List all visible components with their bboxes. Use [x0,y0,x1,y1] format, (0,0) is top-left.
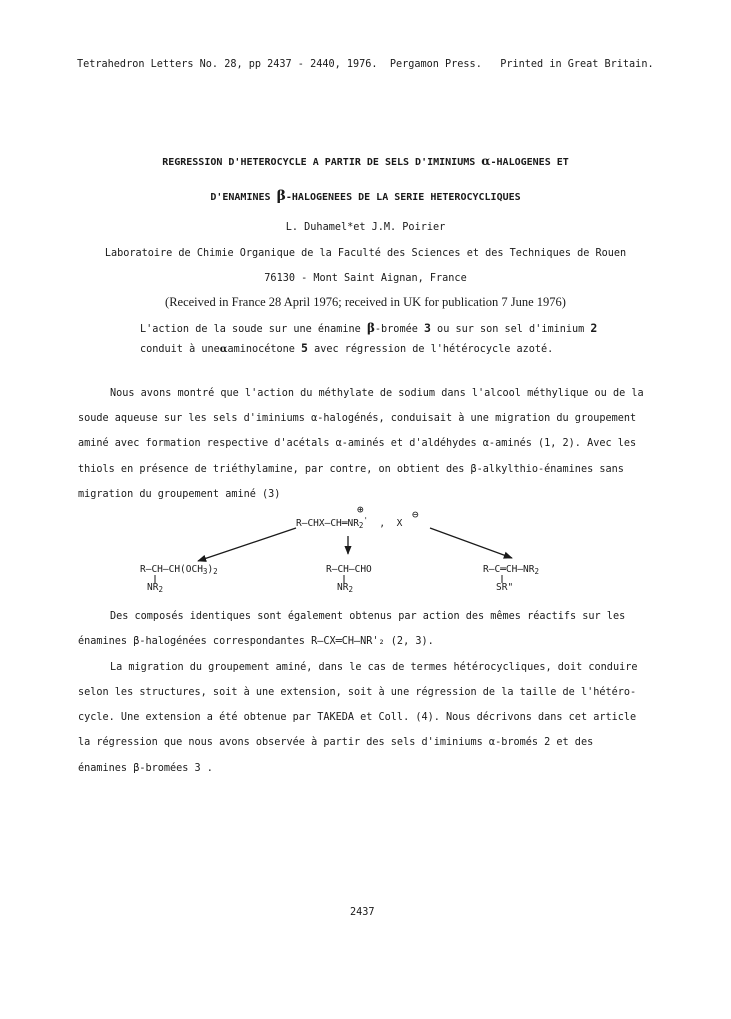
negative-charge-icon: ⊖ [412,508,419,521]
para1-line: migration du groupement aminé (3) [78,489,281,500]
article-title-line-2: D'ENAMINES β-HALOGENEES DE LA SERIE HETEROCYCLIQUES [210,188,521,204]
para3-line: La migration du groupement aminé, dans le cas de termes hétérocycliques, doit conduire [110,662,638,673]
para2-line: Des composés identiques sont également obtenus par action des mêmes réactifs sur les [110,611,626,622]
page-number: 2437 [350,907,375,918]
para1-line: soude aqueuse sur les sels d'iminiums α-halogénés, conduisait à une migration du groupement [78,413,637,424]
authors: L. Duhamel*et J.M. Poirier [285,222,446,233]
para1-line: thiols en présence de triéthylamine, par contre, on obtient des β-alkylthio-énamines sans [78,464,624,475]
journal-citation: Tetrahedron Letters No. 28, pp 2437 - 2440, 1976. [77,59,378,70]
article-title-line-1: REGRESSION D'HETEROCYCLE A PARTIR DE SELS D'IMINIUMS α-HALOGENES ET [162,154,569,168]
received-dates: (Received in France 28 April 1976; received in UK for publication 7 June 1976) [165,295,566,309]
printed-location: Printed in Great Britain. [500,59,654,70]
compound-number: 2 [590,321,598,335]
positive-charge-icon: ⊕ [357,503,364,516]
beta-symbol: β [276,188,286,204]
para3-line: énamines β-bromées 3 . [78,763,213,774]
publisher: Pergamon Press. [389,59,482,70]
para3-line: selon les structures, soit à une extension, soit à une régression de la taille de l'hétéro- [78,687,637,698]
product-aldehyde-amine: $NR_2$ [337,582,353,594]
affiliation-line-2: 76130 - Mont Saint Aignan, France [264,273,467,284]
arrow-to-acetal [198,528,296,561]
alpha-symbol: α [481,154,491,168]
product-acetal: $R—CH—CH(OCH_3)_2$ [140,564,218,576]
para3-line: la régression que nous avons observée à partir des sels d'iminiums α-bromés 2 et des [78,737,594,748]
product-aldehyde: R—CH—CHO [326,564,372,575]
arrow-to-enamine [430,528,512,558]
para2-line: énamines β-halogénées correspondantes R—CX═CH—NR'₂ (2, 3). [78,636,434,647]
product-thioenamine-sr: SR" [496,582,514,593]
product-acetal-amine: $NR_2$ [147,582,163,594]
iminium-salt: $R—CHX—CH═NR_2'$ , X [296,516,403,530]
product-thioenamine: $R—C═CH—NR_2$ [483,564,539,576]
affiliation-line-1: Laboratoire de Chimie Organique de la Faculté des Sciences et des Techniques de Rouen [104,248,627,259]
para3-line: cycle. Une extension a été obtenue par TAKEDA et Coll. (4). Nous décrivons dans cet article [78,712,637,723]
para1-line: Nous avons montré que l'action du méthylate de sodium dans l'alcool méthylique ou de la [110,388,644,399]
para1-line: aminé avec formation respective d'acétals α-aminés et d'aldéhydes α-aminés (1, 2). Avec les [78,438,637,449]
compound-number: 3 [423,321,431,335]
compound-number: 5 [301,341,308,355]
abstract-line-1: L'action de la soude sur une énamine β-bromée 3 ou sur son sel d'iminium 2 [140,321,598,335]
abstract-line-2: conduit à uneαaminocétone 5 avec régression de l'hétérocycle azoté. [140,341,554,355]
